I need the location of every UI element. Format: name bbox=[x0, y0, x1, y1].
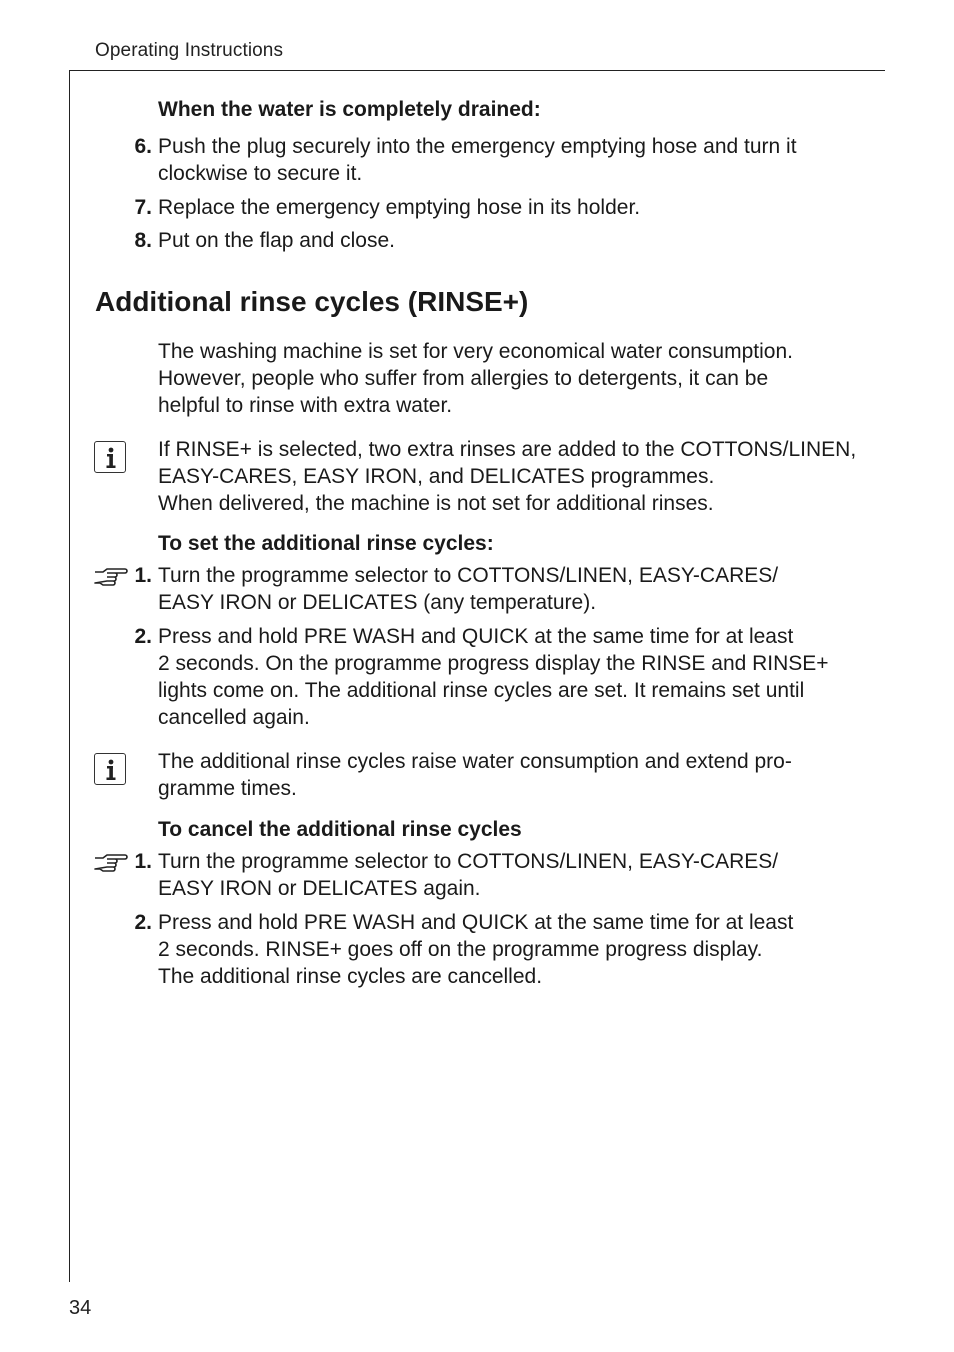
step-text-line: Replace the emergency emptying hose in its holder. bbox=[158, 196, 641, 219]
step-text-line: Press and hold PRE WASH and QUICK at the same time for at least bbox=[158, 911, 794, 934]
step-text-line: Turn the programme selector to COTTONS/LINEN, EASY-CARES/ bbox=[158, 850, 779, 873]
page-number: 34 bbox=[69, 1297, 92, 1319]
info-line: gramme times. bbox=[158, 777, 297, 800]
info-line: EASY-CARES, EASY IRON, and DELICATES programmes. bbox=[158, 465, 715, 488]
intro-line: However, people who suffer from allergies to detergents, it can be bbox=[158, 367, 769, 390]
intro-line: The washing machine is set for very economical water consumption. bbox=[158, 340, 793, 363]
step-text-line: EASY IRON or DELICATES again. bbox=[158, 877, 481, 900]
info-line: The additional rinse cycles raise water consumption and extend pro- bbox=[158, 750, 792, 773]
step-number: 2. bbox=[134, 625, 152, 648]
step-text-line: EASY IRON or DELICATES (any temperature). bbox=[158, 591, 597, 614]
step-text-line: clockwise to secure it. bbox=[158, 162, 363, 185]
intro-line: helpful to rinse with extra water. bbox=[158, 394, 453, 417]
running-header: Operating Instructions bbox=[95, 40, 284, 61]
step-text-line: lights come on. The additional rinse cycles are set. It remains set until bbox=[158, 679, 805, 702]
step-text-line: 2 seconds. On the programme progress display the RINSE and RINSE+ bbox=[158, 652, 829, 675]
section-heading: Additional rinse cycles (RINSE+) bbox=[95, 286, 529, 317]
step-text-line: 2 seconds. RINSE+ goes off on the programme progress display. bbox=[158, 938, 763, 961]
info-icon bbox=[94, 441, 126, 473]
step-text-line: Push the plug securely into the emergency emptying hose and turn it bbox=[158, 135, 797, 158]
step-text-line: cancelled again. bbox=[158, 706, 310, 729]
step-number: 6. bbox=[134, 135, 152, 158]
step-text-line: Put on the flap and close. bbox=[158, 229, 395, 252]
step-number: 1. bbox=[134, 564, 152, 587]
step-text-line: The additional rinse cycles are cancelled. bbox=[158, 965, 543, 988]
step-number: 2. bbox=[134, 911, 152, 934]
step-number: 7. bbox=[134, 196, 152, 219]
step-number: 8. bbox=[134, 229, 152, 252]
header-rule bbox=[69, 70, 885, 71]
cancel-subheading: To cancel the additional rinse cycles bbox=[158, 818, 522, 841]
step-text-line: Press and hold PRE WASH and QUICK at the same time for at least bbox=[158, 625, 794, 648]
info-line: When delivered, the machine is not set for additional rinses. bbox=[158, 492, 714, 515]
margin-rule bbox=[69, 70, 70, 1282]
drain-subheading: When the water is completely drained: bbox=[158, 98, 541, 121]
step-number: 1. bbox=[134, 850, 152, 873]
info-icon bbox=[94, 753, 126, 785]
info-line: If RINSE+ is selected, two extra rinses are added to the COTTONS/LINEN, bbox=[158, 438, 857, 461]
step-text-line: Turn the programme selector to COTTONS/LINEN, EASY-CARES/ bbox=[158, 564, 779, 587]
set-subheading: To set the additional rinse cycles: bbox=[158, 532, 494, 555]
